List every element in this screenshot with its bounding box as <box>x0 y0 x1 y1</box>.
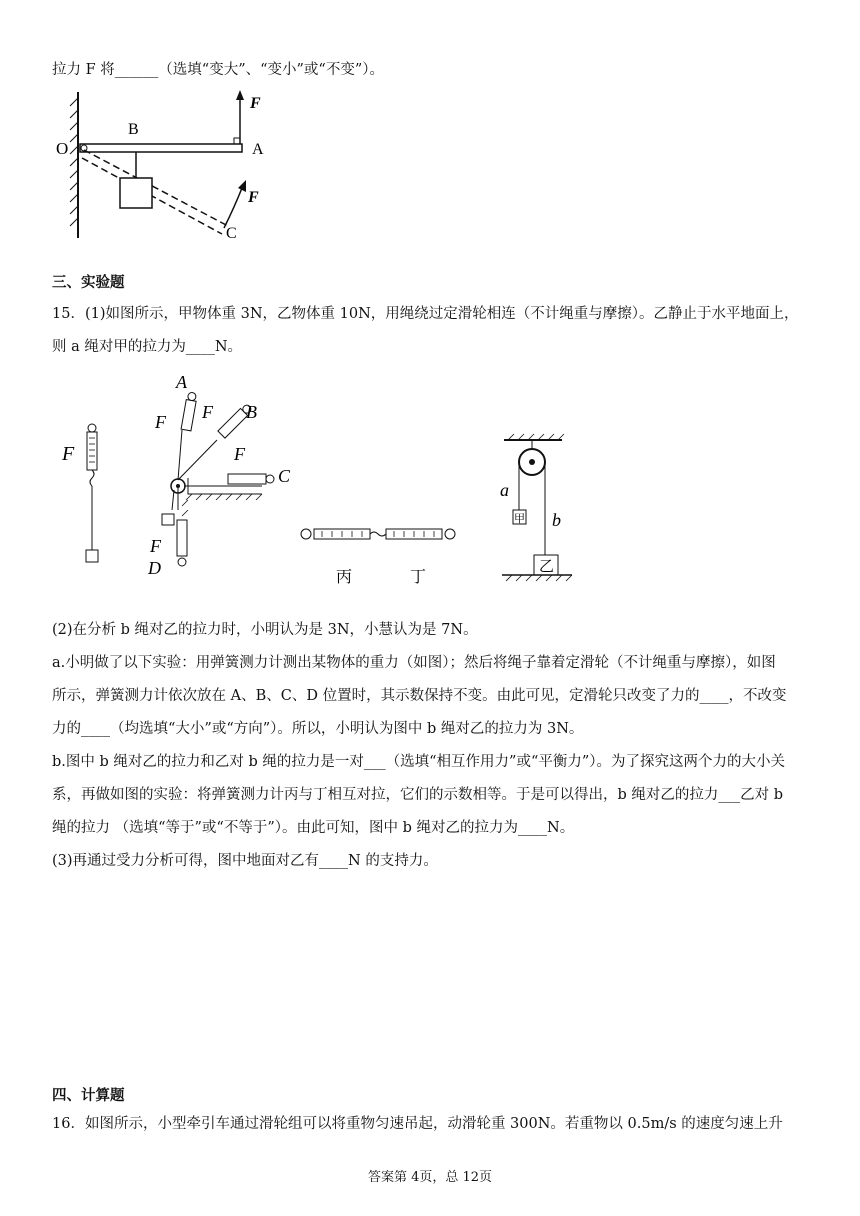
q15-line-1: 15．(1)如图所示，甲物体重 3N，乙物体重 10N，用绳绕过定滑轮相连（不计绳重与摩擦）。乙静止于水平地面上， <box>52 306 799 322</box>
label-a-point: A <box>176 372 187 392</box>
lever-label-f-bottom: F <box>248 189 259 206</box>
part2-b-line-2: 系，再做如图的实验：将弹簧测力计丙与丁相互对拉，它们的示数相等。于是可以得出，b 绳对乙的拉力___乙对 b <box>52 787 784 803</box>
section-3-heading: 三、实验题 <box>52 275 125 291</box>
label-rope-a: a <box>500 480 509 500</box>
lever-label-a: A <box>252 141 264 158</box>
experiment-figure <box>52 370 612 590</box>
part2-a-line-2: 所示，弹簧测力计依次放在 A、B、C、D 位置时，其示数保持不变。由此可见，定滑轮只改变了力的____，不改变 <box>52 688 787 704</box>
label-b-point: B <box>246 402 257 422</box>
label-f-d: F <box>150 536 161 556</box>
page-footer: 答案第 4页，总 12页 <box>367 1170 493 1185</box>
scales-bing-ding <box>301 529 455 539</box>
fixed-pulley-assembly <box>162 392 274 566</box>
label-ding: 丁 <box>410 569 427 586</box>
label-rope-b: b <box>552 510 561 530</box>
part2-a-line-1: a.小明做了以下实验：用弹簧测力计测出某物体的重力（如图）；然后将绳子靠着定滑轮（不计绳重与摩擦），如图 <box>52 655 776 671</box>
label-f-b: F <box>202 402 213 422</box>
label-c-point: C <box>278 466 291 486</box>
label-yi: 乙 <box>539 559 555 575</box>
label-f-a: F <box>155 412 166 432</box>
q15-line-2: 则 a 绳对甲的拉力为____N。 <box>52 339 243 355</box>
label-f-left: F <box>62 443 75 465</box>
lever-figure <box>52 88 282 248</box>
part2-a-line-3: 力的____（均选填“大小”或“方向”）。所以，小明认为图中 b 绳对乙的拉力为 3N。 <box>52 721 584 737</box>
q16-line-1: 16．如图所示，小型牵引车通过滑轮组可以将重物匀速吊起，动滑轮重 300N。若重物以 0.5m/s 的速度匀速上升 <box>52 1116 783 1132</box>
label-jia: 甲 <box>514 513 525 525</box>
pulley-jia-yi <box>502 434 572 581</box>
label-d-point: D <box>148 558 161 578</box>
lever-label-b: B <box>128 121 139 138</box>
label-bing: 丙 <box>336 569 353 586</box>
lever-label-f-top: F <box>250 95 261 112</box>
part3-line: (3)再通过受力分析可得，图中地面对乙有____N 的支持力。 <box>52 853 438 869</box>
lever-label-c: C <box>226 225 237 242</box>
q14-tail-line: 拉力 F 将______（选填“变大”、“变小”或“不变”）。 <box>52 62 385 78</box>
spring-scale-weight <box>86 424 98 562</box>
label-f-c: F <box>234 444 245 464</box>
lever-label-o: O <box>56 139 69 158</box>
part2-line-1: (2)在分析 b 绳对乙的拉力时，小明认为是 3N，小慧认为是 7N。 <box>52 622 478 638</box>
part2-b-line-1: b.图中 b 绳对乙的拉力和乙对 b 绳的拉力是一对___（选填“相互作用力”或“平衡力”）。为了探究这两个力的大小关 <box>52 754 786 770</box>
section-4-heading: 四、计算题 <box>52 1088 125 1104</box>
part2-b-line-3: 绳的拉力 （选填“等于”或“不等于”）。由此可知，图中 b 绳对乙的拉力为____N。 <box>52 820 575 836</box>
